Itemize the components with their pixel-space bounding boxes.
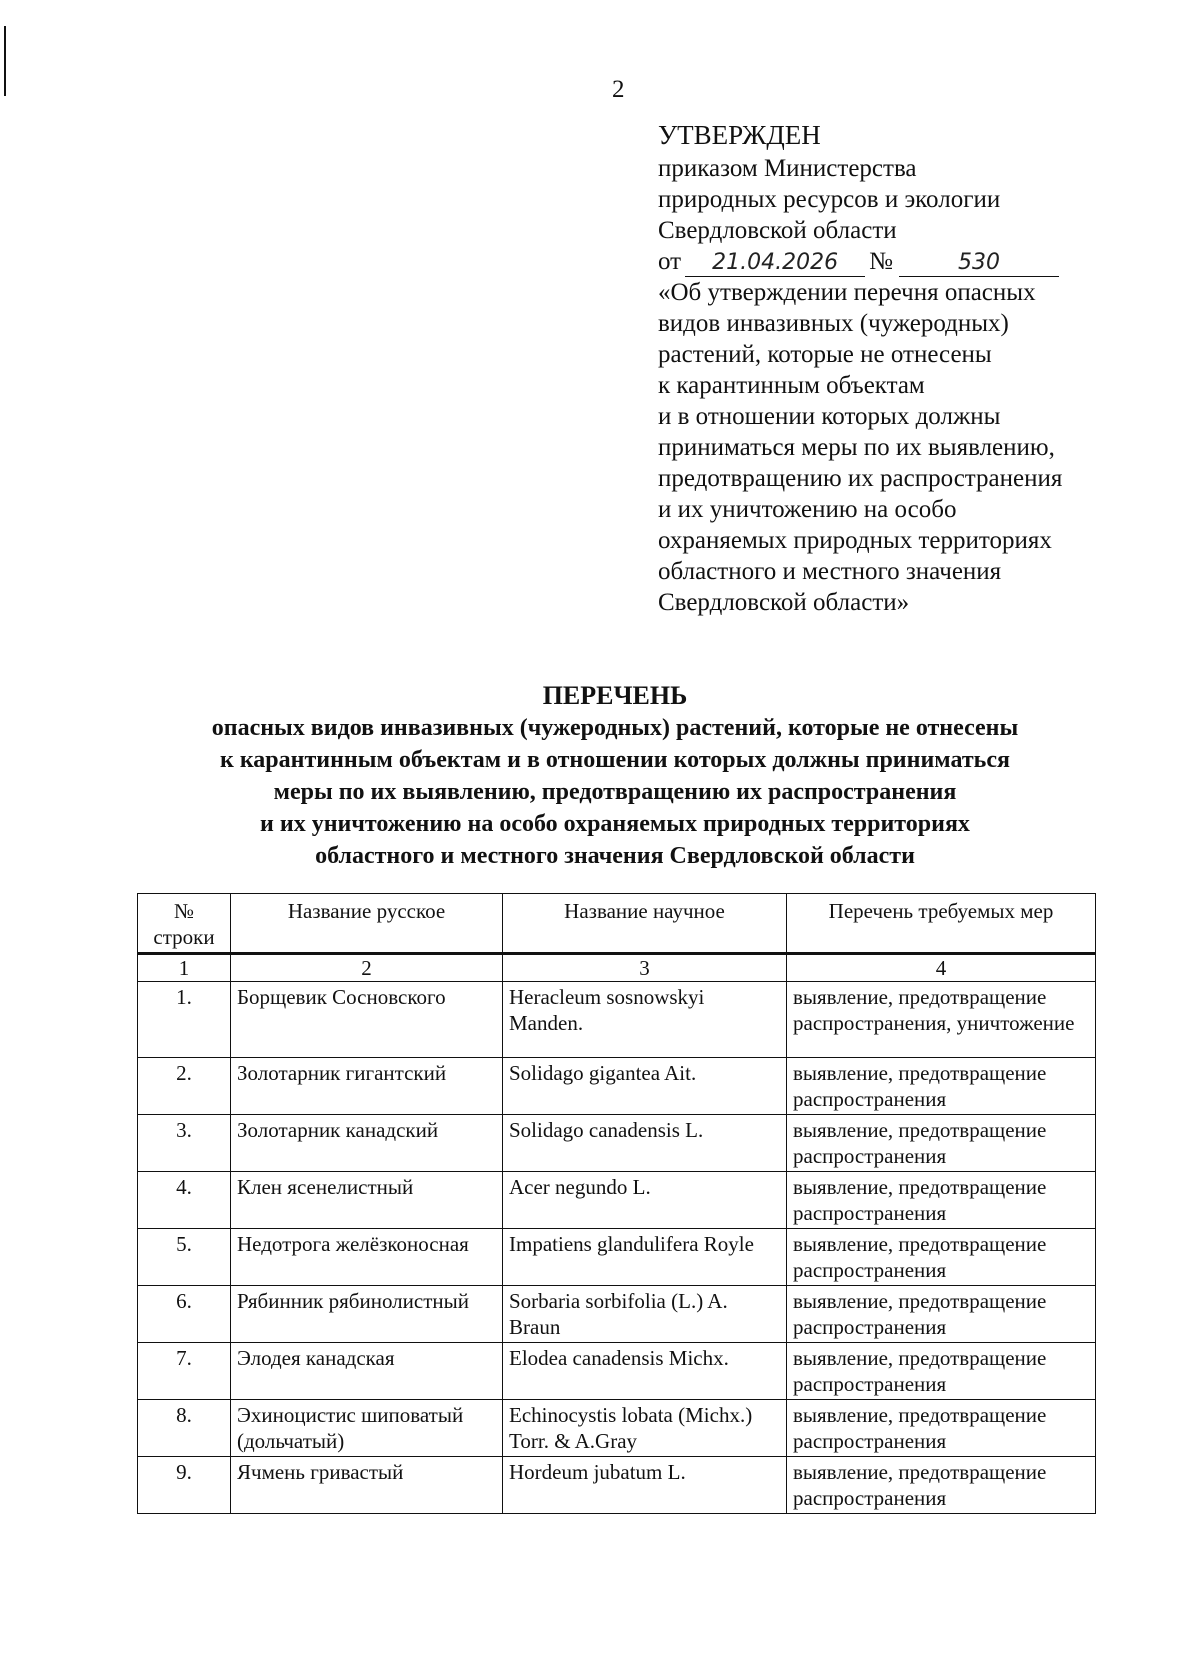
russian-name: Рябинник рябинолистный bbox=[231, 1286, 503, 1343]
document-heading bbox=[130, 680, 1100, 872]
number-prefix: № bbox=[869, 248, 893, 275]
column-number-row bbox=[138, 954, 1096, 982]
russian-name: Золотарник канадский bbox=[231, 1115, 503, 1172]
subject-line: к карантинным объектам bbox=[658, 372, 925, 399]
approval-line: Свердловской области bbox=[658, 217, 897, 244]
column-number: 4 bbox=[787, 954, 1096, 982]
handwritten-date: 21.04.2026 bbox=[685, 250, 865, 277]
handwritten-number: 530 bbox=[899, 250, 1059, 277]
row-number: 8. bbox=[138, 1400, 231, 1457]
document-subtitle-line: опасных видов инвазивных (чужеродных) растений, которые не отнесены bbox=[211, 715, 1019, 741]
table-row bbox=[138, 1229, 1096, 1286]
scientific-name: Solidago gigantea Ait. bbox=[503, 1058, 787, 1115]
row-number: 9. bbox=[138, 1457, 231, 1514]
russian-name: Золотарник гигантский bbox=[231, 1058, 503, 1115]
column-number: 1 bbox=[138, 954, 231, 982]
table-row bbox=[138, 1457, 1096, 1514]
row-number: 1. bbox=[138, 982, 231, 1058]
document-title: ПЕРЕЧЕНЬ bbox=[542, 681, 688, 710]
table-row bbox=[138, 1286, 1096, 1343]
scientific-name: Sorbaria sorbifolia (L.) A. Braun bbox=[503, 1286, 787, 1343]
document-subtitle-line: областного и местного значения Свердловской области bbox=[315, 843, 915, 869]
subject-line: «Об утверждении перечня опасных bbox=[658, 279, 1036, 306]
header-scientific-name: Название научное bbox=[503, 894, 787, 954]
required-measures: выявление, предотвращение распространения bbox=[787, 1286, 1096, 1343]
subject-line: охраняемых природных территориях bbox=[658, 527, 1052, 554]
russian-name: Ячмень гривастый bbox=[231, 1457, 503, 1514]
required-measures: выявление, предотвращение распространения bbox=[787, 1457, 1096, 1514]
subject-line: приниматься меры по их выявлению, bbox=[658, 434, 1055, 461]
required-measures: выявление, предотвращение распространения bbox=[787, 1229, 1096, 1286]
approval-line: природных ресурсов и экологии bbox=[658, 186, 1001, 213]
table-row bbox=[138, 1343, 1096, 1400]
subject-line: областного и местного значения bbox=[658, 558, 1002, 585]
table-row bbox=[138, 1115, 1096, 1172]
table-row bbox=[138, 1058, 1096, 1115]
page-number: 2 bbox=[612, 76, 625, 103]
header-measures: Перечень требуемых мер bbox=[787, 894, 1096, 954]
row-number: 6. bbox=[138, 1286, 231, 1343]
header-russian-name: Название русское bbox=[231, 894, 503, 954]
required-measures: выявление, предотвращение распространения bbox=[787, 1115, 1096, 1172]
required-measures: выявление, предотвращение распространения, уничтожение bbox=[787, 982, 1096, 1058]
required-measures: выявление, предотвращение распространения bbox=[787, 1058, 1096, 1115]
row-number: 7. bbox=[138, 1343, 231, 1400]
margin-rule bbox=[4, 26, 6, 96]
scientific-name: Elodea canadensis Michx. bbox=[503, 1343, 787, 1400]
subject-line: Свердловской области» bbox=[658, 589, 910, 616]
required-measures: выявление, предотвращение распространения bbox=[787, 1172, 1096, 1229]
subject-line: растений, которые не отнесены bbox=[658, 341, 992, 368]
russian-name: Борщевик Сосновского bbox=[231, 982, 503, 1058]
header-row-number: № строки bbox=[138, 894, 231, 954]
scientific-name: Impatiens glandulifera Royle bbox=[503, 1229, 787, 1286]
species-table bbox=[137, 893, 1096, 1514]
subject-line: и их уничтожению на особо bbox=[658, 496, 957, 523]
approval-line: приказом Министерства bbox=[658, 155, 917, 182]
date-prefix: от bbox=[658, 248, 682, 275]
approval-stamp: УТВЕРЖДЕН bbox=[658, 120, 821, 150]
russian-name: Клен ясенелистный bbox=[231, 1172, 503, 1229]
table-row bbox=[138, 982, 1096, 1058]
subject-line: и в отношении которых должны bbox=[658, 403, 1001, 430]
scientific-name: Hordeum jubatum L. bbox=[503, 1457, 787, 1514]
required-measures: выявление, предотвращение распространения bbox=[787, 1400, 1096, 1457]
required-measures: выявление, предотвращение распространения bbox=[787, 1343, 1096, 1400]
scientific-name: Solidago canadensis L. bbox=[503, 1115, 787, 1172]
russian-name: Элодея канадская bbox=[231, 1343, 503, 1400]
row-number: 5. bbox=[138, 1229, 231, 1286]
table-header-row bbox=[138, 894, 1096, 954]
table-row bbox=[138, 1400, 1096, 1457]
document-subtitle-line: меры по их выявлению, предотвращению их распространения bbox=[273, 779, 957, 805]
order-date-number-row bbox=[658, 246, 1118, 277]
russian-name: Эхиноцистис шиповатый (дольчатый) bbox=[231, 1400, 503, 1457]
scientific-name: Acer negundo L. bbox=[503, 1172, 787, 1229]
row-number: 2. bbox=[138, 1058, 231, 1115]
row-number: 4. bbox=[138, 1172, 231, 1229]
scientific-name: Heracleum sosnowskyi Manden. bbox=[503, 982, 787, 1058]
column-number: 3 bbox=[503, 954, 787, 982]
approval-block bbox=[658, 118, 1118, 618]
subject-line: видов инвазивных (чужеродных) bbox=[658, 310, 1009, 337]
row-number: 3. bbox=[138, 1115, 231, 1172]
document-subtitle-line: к карантинным объектам и в отношении которых должны приниматься bbox=[220, 747, 1010, 773]
subject-line: предотвращению их распространения bbox=[658, 465, 1063, 492]
table-row bbox=[138, 1172, 1096, 1229]
scientific-name: Echinocystis lobata (Michx.) Torr. & A.Gray bbox=[503, 1400, 787, 1457]
russian-name: Недотрога желёзконосная bbox=[231, 1229, 503, 1286]
column-number: 2 bbox=[231, 954, 503, 982]
document-subtitle-line: и их уничтожению на особо охраняемых природных территориях bbox=[260, 811, 970, 837]
